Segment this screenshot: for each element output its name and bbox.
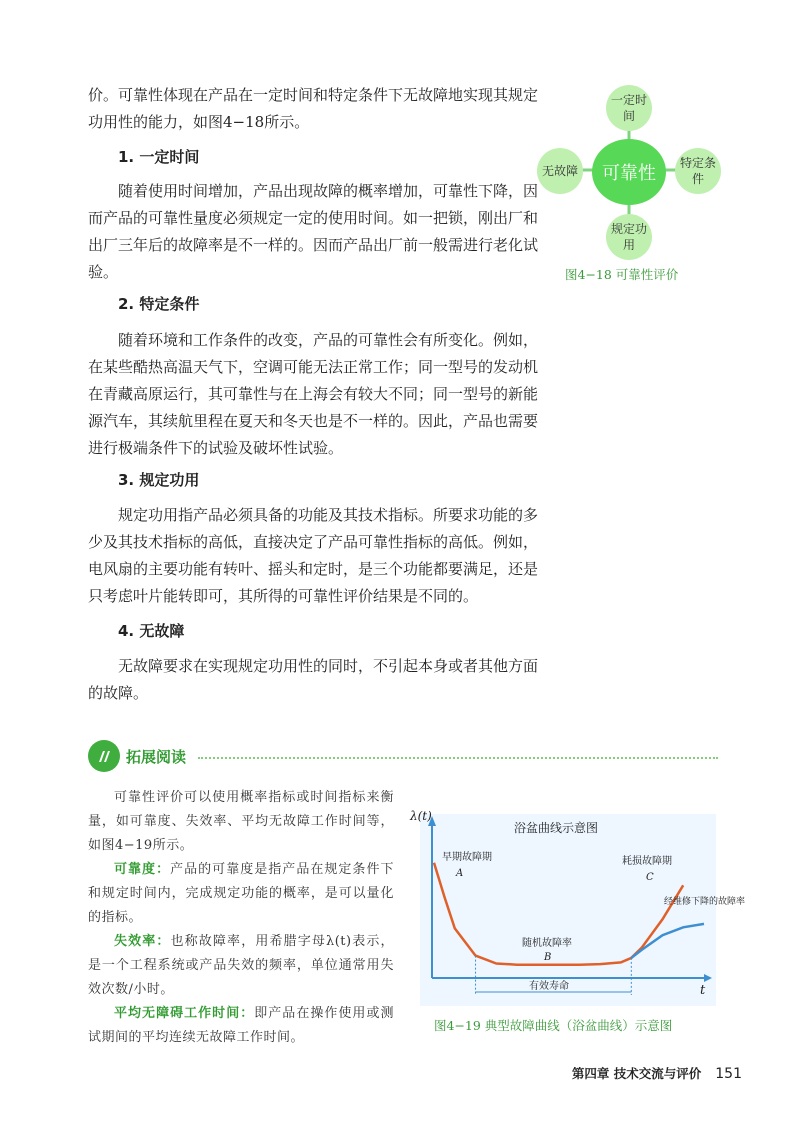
extended-reading-header (88, 740, 720, 776)
term-reliability: 可靠度： (114, 862, 171, 877)
heading-function: 3. 规定功用 (118, 471, 200, 489)
function-paragraph: 规定功用指产品必须具备的功能及其技术指标。所要求功能的多少及其技术指标的高低，直接决定了产品可靠性指标的高低。例如，电风扇的主要功能有转叶、摇头和定时，是三个功能都要满足，还是只考虑叶片能转即可，其所得的可靠性评价结果是不同的。 (88, 506, 539, 605)
node-certain-time: 一定时间 (606, 85, 652, 131)
annotation-early: 早期故障期 (442, 852, 492, 863)
definition-failure-rate: 失效率：也称故障率，用希腊字母λ(t)表示，是一个工程系统或产品失效的频率，单位通常用失效次数/小时。 (88, 934, 394, 997)
term-failure-rate: 失效率： (114, 934, 171, 949)
annotation-maintenance: 经维修下降的故障率 (664, 897, 746, 907)
dotted-divider (198, 757, 718, 759)
node-reliability: 可靠性 (592, 139, 666, 205)
node-specified-function: 规定功用 (606, 214, 652, 260)
annotation-wear-tag: C (646, 872, 654, 883)
page-footer (572, 1064, 742, 1082)
annotation-random: 随机故障率 (522, 938, 572, 949)
chapter-label: 第四章 技术交流与评价 (571, 1066, 702, 1081)
intro-paragraph: 价。可靠性体现在产品在一定时间和特定条件下无故障地实现其规定功用性的能力，如图4−18所示。 (88, 86, 539, 131)
bathtub-chart (404, 800, 746, 1010)
condition-paragraph: 随着环境和工作条件的改变，产品的可靠性会有所变化。例如，在某些酷热高温天气下，空调可能无法正常工作；同一型号的发动机在青藏高原运行，其可靠性与在上海会有较大不同；同一型号的新能源汽车，其续航里程在夏天和冬天也是不一样的。因此，产品也需要进行极端条件下的试验及破坏性试验。 (88, 331, 539, 457)
chart-title: 浴盆曲线示意图 (514, 821, 599, 835)
figure-4-18-caption: 图4−18 可靠性评价 (565, 267, 679, 282)
extended-reading-title: 拓展阅读 (126, 748, 187, 766)
node-specific-condition: 特定条件 (675, 148, 721, 194)
book-icon (88, 740, 120, 772)
page-number: 151 (715, 1066, 742, 1082)
term-mtbf: 平均无障碍工作时间： (114, 1006, 255, 1021)
annotation-wear: 耗损故障期 (622, 856, 672, 867)
time-paragraph: 随着使用时间增加，产品出现故障的概率增加，可靠性下降，因而产品的可靠性量度必须规定一定的使用时间。如一把锁，刚出厂和出厂三年后的故障率是不一样的。因而产品出厂前一般需进行老化试验。 (88, 182, 539, 281)
definition-reliability: 可靠度：产品的可靠度是指产品在规定条件下和规定时间内，完成规定功能的概率，是可以量化的指标。 (88, 862, 394, 925)
extended-intro: 可靠性评价可以使用概率指标或时间指标来衡量，如可靠度、失效率、平均无故障工作时间等，如图4−19所示。 (88, 790, 394, 853)
annotation-random-tag: B (544, 952, 552, 963)
y-axis-label: λ(t) (410, 809, 432, 823)
x-axis-label: t (700, 983, 706, 998)
figure-4-19-caption: 图4−19 典型故障曲线（浴盆曲线）示意图 (434, 1018, 673, 1033)
heading-condition: 2. 特定条件 (118, 295, 200, 313)
heading-no-fault: 4. 无故障 (118, 622, 185, 640)
node-no-fault: 无故障 (537, 148, 583, 194)
annotation-useful-life: 有效寿命 (529, 981, 569, 992)
definition-mtbf: 平均无障碍工作时间：即产品在操作使用或测试期间的平均连续无故障工作时间。 (88, 1006, 394, 1045)
no-fault-paragraph: 无故障要求在实现规定功用性的同时，不引起本身或者其他方面的故障。 (88, 657, 539, 702)
annotation-early-tag: A (456, 868, 464, 879)
heading-time: 1. 一定时间 (118, 148, 200, 166)
